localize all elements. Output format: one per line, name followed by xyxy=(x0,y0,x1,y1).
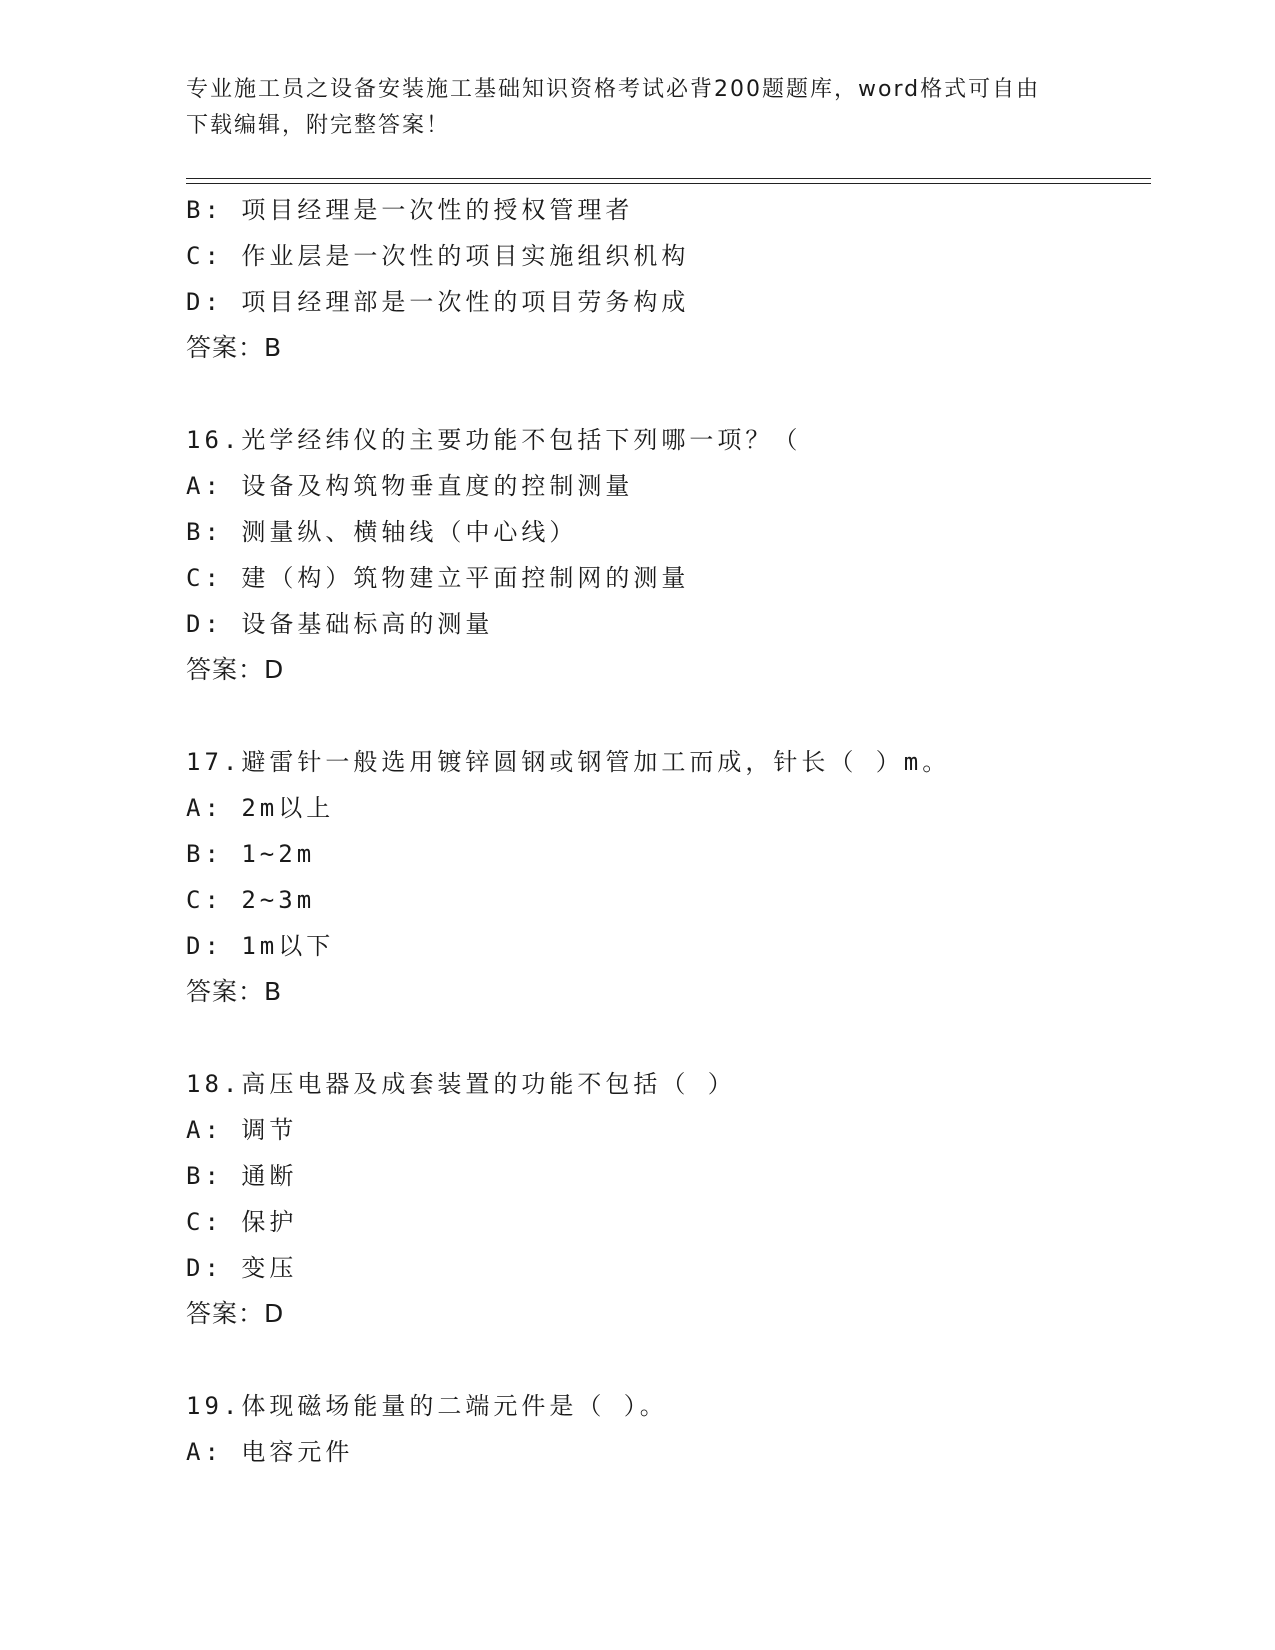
option-d: D: 项目经理部是一次性的项目劳务构成 xyxy=(186,288,690,316)
answer-line: 答案：D xyxy=(186,1299,285,1328)
option-b: B: 项目经理是一次性的授权管理者 xyxy=(186,196,634,224)
question-18-text: 18.高压电器及成套装置的功能不包括（ ） xyxy=(186,1070,736,1098)
answer-line: 答案：B xyxy=(186,333,283,362)
option-a: A: 设备及构筑物垂直度的控制测量 xyxy=(186,472,634,500)
question-list xyxy=(186,187,1146,1475)
option-d: D: 变压 xyxy=(186,1254,298,1282)
spacer xyxy=(186,1337,1146,1383)
option-d: D: 设备基础标高的测量 xyxy=(186,610,494,638)
option-a: A: 调节 xyxy=(186,1116,298,1144)
option-c: C: 建（构）筑物建立平面控制网的测量 xyxy=(186,564,690,592)
option-c: C: 2~3m xyxy=(186,886,316,914)
answer-line: 答案：B xyxy=(186,977,283,1006)
question-19-text: 19.体现磁场能量的二端元件是（ ）。 xyxy=(186,1392,668,1420)
option-b: B: 1~2m xyxy=(186,840,316,868)
option-c: C: 作业层是一次性的项目实施组织机构 xyxy=(186,242,690,270)
option-b: B: 通断 xyxy=(186,1162,298,1190)
header-divider-bottom xyxy=(186,183,1151,184)
spacer xyxy=(186,371,1146,417)
option-c: C: 保护 xyxy=(186,1208,298,1236)
answer-line: 答案：D xyxy=(186,655,285,684)
document-header xyxy=(186,72,1086,144)
question-17-text: 17.避雷针一般选用镀锌圆钢或钢管加工而成，针长（ ）m。 xyxy=(186,748,951,776)
option-b: B: 测量纵、横轴线（中心线） xyxy=(186,518,578,546)
header-title-line-1: 专业施工员之设备安装施工基础知识资格考试必背200题题库，word格式可自由 xyxy=(186,77,1041,102)
spacer xyxy=(186,693,1146,739)
option-a: A: 2m以上 xyxy=(186,794,335,822)
question-16-text: 16.光学经纬仪的主要功能不包括下列哪一项？（ xyxy=(186,426,802,454)
header-title-line-2: 下载编辑，附完整答案！ xyxy=(186,113,451,138)
option-d: D: 1m以下 xyxy=(186,932,335,960)
option-a: A: 电容元件 xyxy=(186,1438,354,1466)
header-divider-top xyxy=(186,178,1151,179)
spacer xyxy=(186,1015,1146,1061)
